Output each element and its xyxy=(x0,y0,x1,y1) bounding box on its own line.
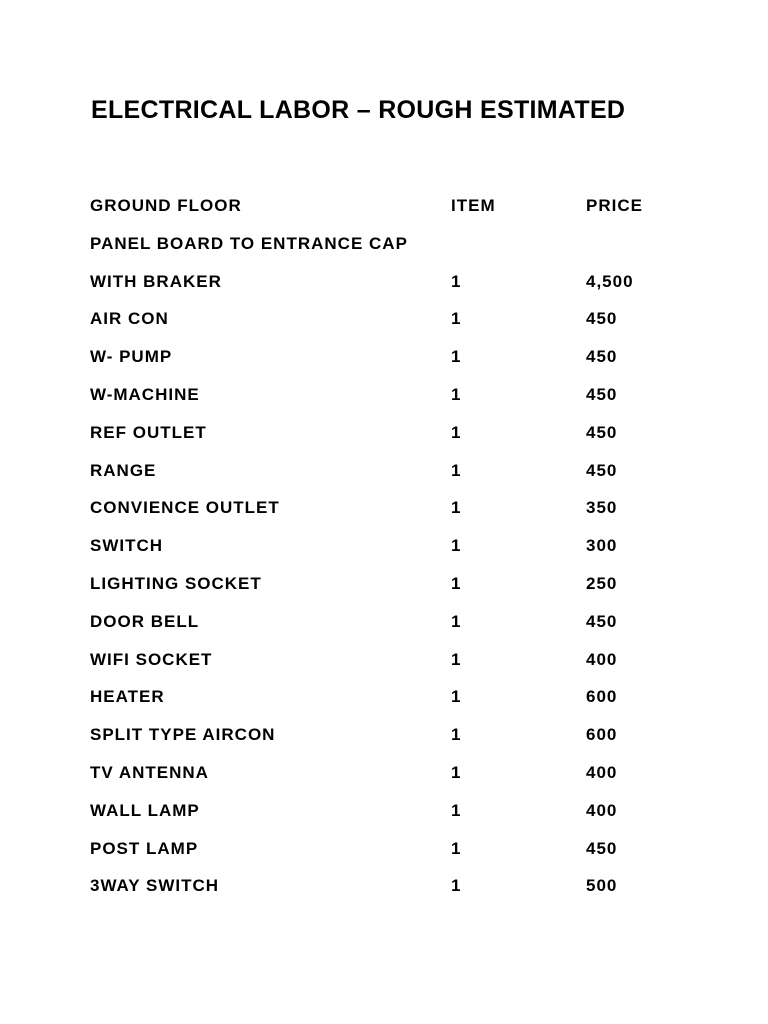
table-row xyxy=(90,299,710,337)
row-description: HEATER xyxy=(90,687,165,707)
row-price: 350 xyxy=(586,498,618,518)
row-description: AIR CON xyxy=(90,309,169,329)
row-description: SWITCH xyxy=(90,536,164,556)
table-row xyxy=(90,602,710,640)
table-row xyxy=(90,829,710,867)
row-item-count: 1 xyxy=(451,309,462,329)
table-row xyxy=(90,375,710,413)
row-description: WIFI SOCKET xyxy=(90,649,213,669)
table-row xyxy=(90,224,710,262)
row-description: TV ANTENNA xyxy=(90,762,209,782)
row-description: RANGE xyxy=(90,460,157,480)
row-price: 600 xyxy=(586,725,618,745)
table-row xyxy=(90,413,710,451)
row-item-count: 1 xyxy=(451,687,462,707)
row-description: POST LAMP xyxy=(90,838,199,858)
table-row xyxy=(90,866,710,904)
row-item-count: 1 xyxy=(451,347,462,367)
row-description: SPLIT TYPE AIRCON xyxy=(90,725,276,745)
row-item-count: 1 xyxy=(451,876,462,896)
row-price: 450 xyxy=(586,422,618,442)
table-header-row xyxy=(90,186,710,224)
table-row xyxy=(90,451,710,489)
row-description: WALL LAMP xyxy=(90,800,200,820)
row-price: 450 xyxy=(586,384,618,404)
row-item-count: 1 xyxy=(451,536,462,556)
row-item-count: 1 xyxy=(451,573,462,593)
row-price: 400 xyxy=(586,800,618,820)
row-item-count: 1 xyxy=(451,271,462,291)
table-row xyxy=(90,715,710,753)
row-description: W- PUMP xyxy=(90,347,173,367)
row-description: W-MACHINE xyxy=(90,384,200,404)
row-item-count: 1 xyxy=(451,611,462,631)
table-row xyxy=(90,262,710,300)
table-row xyxy=(90,564,710,602)
row-item-count: 1 xyxy=(451,649,462,669)
estimate-table xyxy=(90,186,710,904)
row-item-count: 1 xyxy=(451,725,462,745)
table-row xyxy=(90,337,710,375)
row-item-count: 1 xyxy=(451,838,462,858)
row-description: DOOR BELL xyxy=(90,611,200,631)
row-description: CONVIENCE OUTLET xyxy=(90,498,280,518)
row-description: REF OUTLET xyxy=(90,422,207,442)
table-body xyxy=(90,224,710,904)
row-description: LIGHTING SOCKET xyxy=(90,573,262,593)
row-price: 600 xyxy=(586,687,618,707)
table-row xyxy=(90,526,710,564)
row-item-count: 1 xyxy=(451,762,462,782)
table-row xyxy=(90,753,710,791)
row-item-count: 1 xyxy=(451,422,462,442)
table-row xyxy=(90,677,710,715)
row-description: 3WAY SWITCH xyxy=(90,876,220,896)
row-item-count: 1 xyxy=(451,498,462,518)
row-price: 400 xyxy=(586,649,618,669)
row-price: 250 xyxy=(586,573,618,593)
table-row xyxy=(90,488,710,526)
row-price: 4,500 xyxy=(586,271,634,291)
row-price: 300 xyxy=(586,536,618,556)
header-ground-floor: GROUND FLOOR xyxy=(90,196,242,215)
row-item-count: 1 xyxy=(451,460,462,480)
row-item-count: 1 xyxy=(451,800,462,820)
row-price: 400 xyxy=(586,762,618,782)
table-row xyxy=(90,791,710,829)
row-price: 450 xyxy=(586,611,618,631)
row-price: 450 xyxy=(586,838,618,858)
header-item: ITEM xyxy=(451,196,496,215)
row-price: 450 xyxy=(586,309,618,329)
header-price: PRICE xyxy=(586,196,643,215)
row-item-count: 1 xyxy=(451,384,462,404)
row-description: WITH BRAKER xyxy=(90,271,222,291)
row-description: PANEL BOARD TO ENTRANCE CAP xyxy=(90,233,408,253)
table-row xyxy=(90,640,710,678)
row-price: 500 xyxy=(586,876,618,896)
row-price: 450 xyxy=(586,347,618,367)
row-price: 450 xyxy=(586,460,618,480)
page-title: ELECTRICAL LABOR – ROUGH ESTIMATED xyxy=(91,96,626,124)
